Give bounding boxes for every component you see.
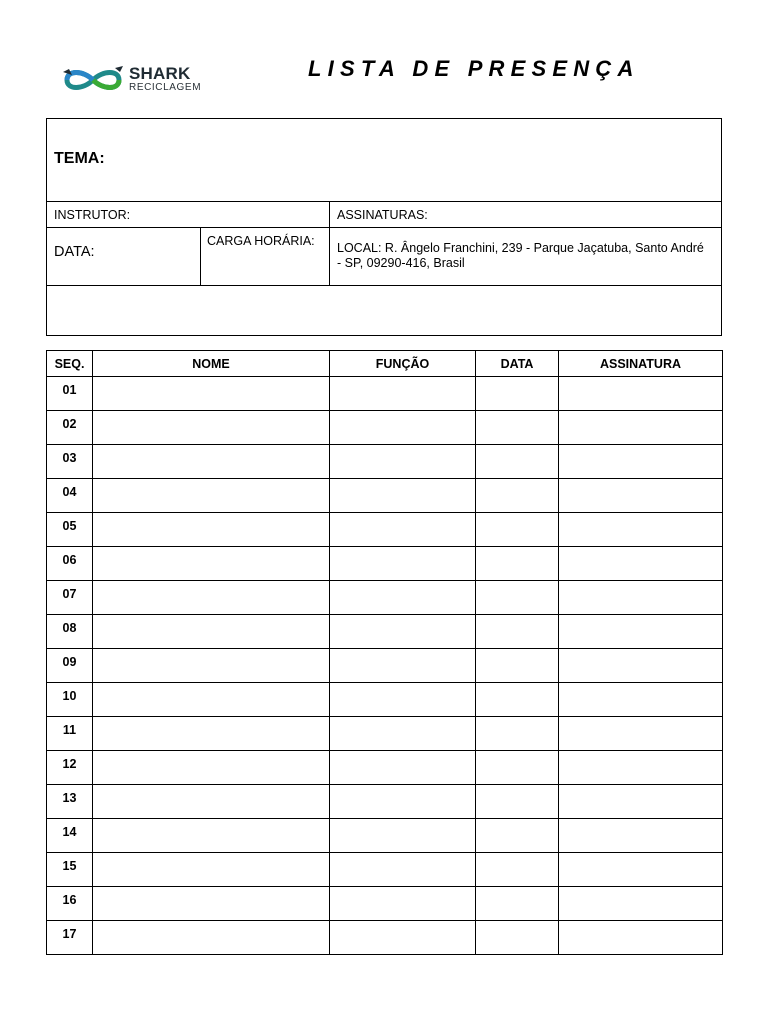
data-cell[interactable] <box>476 615 559 649</box>
column-header-seq: SEQ. <box>47 351 93 377</box>
assinatura-cell[interactable] <box>559 819 723 853</box>
data-cell[interactable] <box>476 751 559 785</box>
row-seq-number: 01 <box>47 377 93 411</box>
funcao-cell[interactable] <box>330 683 476 717</box>
table-row <box>47 683 723 717</box>
table-row <box>47 547 723 581</box>
funcao-cell[interactable] <box>330 445 476 479</box>
table-row <box>47 853 723 887</box>
nome-cell[interactable] <box>93 445 330 479</box>
column-header-nome: NOME <box>93 351 330 377</box>
nome-cell[interactable] <box>93 819 330 853</box>
attendance-table <box>46 350 723 955</box>
nome-cell[interactable] <box>93 377 330 411</box>
nome-cell[interactable] <box>93 581 330 615</box>
data-cell[interactable] <box>476 853 559 887</box>
assinatura-cell[interactable] <box>559 377 723 411</box>
assinatura-cell[interactable] <box>559 751 723 785</box>
funcao-cell[interactable] <box>330 751 476 785</box>
assinatura-cell[interactable] <box>559 615 723 649</box>
column-header-assinatura: ASSINATURA <box>559 351 723 377</box>
data-cell[interactable] <box>476 513 559 547</box>
data-cell[interactable] <box>476 479 559 513</box>
nome-cell[interactable] <box>93 683 330 717</box>
data-cell[interactable] <box>476 547 559 581</box>
table-row <box>47 921 723 955</box>
nome-cell[interactable] <box>93 411 330 445</box>
data-cell[interactable] <box>476 683 559 717</box>
table-row <box>47 649 723 683</box>
row-seq-number: 17 <box>47 921 93 955</box>
table-row <box>47 479 723 513</box>
data-cell[interactable] <box>476 819 559 853</box>
row-seq-number: 05 <box>47 513 93 547</box>
nome-cell[interactable] <box>93 887 330 921</box>
divider <box>200 227 201 285</box>
assinatura-cell[interactable] <box>559 785 723 819</box>
funcao-cell[interactable] <box>330 649 476 683</box>
logo-name: SHARK <box>129 64 191 83</box>
funcao-cell[interactable] <box>330 615 476 649</box>
data-cell[interactable] <box>476 785 559 819</box>
assinatura-cell[interactable] <box>559 411 723 445</box>
funcao-cell[interactable] <box>330 853 476 887</box>
funcao-cell[interactable] <box>330 717 476 751</box>
table-row <box>47 513 723 547</box>
row-seq-number: 10 <box>47 683 93 717</box>
funcao-cell[interactable] <box>330 479 476 513</box>
nome-cell[interactable] <box>93 853 330 887</box>
row-seq-number: 03 <box>47 445 93 479</box>
data-cell[interactable] <box>476 887 559 921</box>
assinatura-cell[interactable] <box>559 547 723 581</box>
column-header-data: DATA <box>476 351 559 377</box>
funcao-cell[interactable] <box>330 411 476 445</box>
company-logo <box>63 62 203 98</box>
divider <box>329 201 330 285</box>
assinatura-cell[interactable] <box>559 853 723 887</box>
nome-cell[interactable] <box>93 547 330 581</box>
row-seq-number: 16 <box>47 887 93 921</box>
assinatura-cell[interactable] <box>559 513 723 547</box>
funcao-cell[interactable] <box>330 513 476 547</box>
row-seq-number: 12 <box>47 751 93 785</box>
nome-cell[interactable] <box>93 649 330 683</box>
assinatura-cell[interactable] <box>559 581 723 615</box>
carga-horaria-label: CARGA HORÁRIA: <box>207 234 315 248</box>
row-seq-number: 09 <box>47 649 93 683</box>
nome-cell[interactable] <box>93 921 330 955</box>
table-row <box>47 615 723 649</box>
assinatura-cell[interactable] <box>559 921 723 955</box>
table-row <box>47 717 723 751</box>
nome-cell[interactable] <box>93 513 330 547</box>
row-seq-number: 08 <box>47 615 93 649</box>
column-header-funcao: FUNÇÃO <box>330 351 476 377</box>
row-seq-number: 02 <box>47 411 93 445</box>
assinaturas-label: ASSINATURAS: <box>337 208 428 222</box>
row-seq-number: 15 <box>47 853 93 887</box>
divider <box>47 227 721 228</box>
assinatura-cell[interactable] <box>559 649 723 683</box>
row-seq-number: 04 <box>47 479 93 513</box>
funcao-cell[interactable] <box>330 785 476 819</box>
funcao-cell[interactable] <box>330 377 476 411</box>
shark-logo-icon <box>63 62 127 98</box>
data-cell[interactable] <box>476 377 559 411</box>
assinatura-cell[interactable] <box>559 717 723 751</box>
table-header-row <box>47 351 723 377</box>
table-row <box>47 445 723 479</box>
funcao-cell[interactable] <box>330 921 476 955</box>
table-row <box>47 887 723 921</box>
nome-cell[interactable] <box>93 717 330 751</box>
divider <box>47 201 721 202</box>
data-cell[interactable] <box>476 717 559 751</box>
funcao-cell[interactable] <box>330 819 476 853</box>
funcao-cell[interactable] <box>330 581 476 615</box>
local-address: LOCAL: R. Ângelo Franchini, 239 - Parque Jaçatuba, Santo André - SP, 09290-416, Brasil <box>337 241 704 270</box>
assinatura-cell[interactable] <box>559 445 723 479</box>
data-cell[interactable] <box>476 921 559 955</box>
table-row <box>47 411 723 445</box>
assinatura-cell[interactable] <box>559 683 723 717</box>
data-cell[interactable] <box>476 649 559 683</box>
nome-cell[interactable] <box>93 751 330 785</box>
funcao-cell[interactable] <box>330 547 476 581</box>
table-row <box>47 785 723 819</box>
table-row <box>47 377 723 411</box>
funcao-cell[interactable] <box>330 887 476 921</box>
table-row <box>47 819 723 853</box>
data-cell[interactable] <box>476 581 559 615</box>
table-row <box>47 581 723 615</box>
nome-cell[interactable] <box>93 785 330 819</box>
row-seq-number: 13 <box>47 785 93 819</box>
info-box <box>46 118 722 336</box>
logo-subtitle: RECICLAGEM <box>129 82 202 93</box>
assinatura-cell[interactable] <box>559 887 723 921</box>
tema-label: TEMA: <box>54 150 105 167</box>
data-label: DATA: <box>54 244 95 260</box>
row-seq-number: 07 <box>47 581 93 615</box>
row-seq-number: 11 <box>47 717 93 751</box>
row-seq-number: 14 <box>47 819 93 853</box>
instrutor-label: INSTRUTOR: <box>54 208 131 222</box>
divider <box>47 285 721 286</box>
row-seq-number: 06 <box>47 547 93 581</box>
document-title: LISTA DE PRESENÇA <box>308 56 640 81</box>
nome-cell[interactable] <box>93 479 330 513</box>
data-cell[interactable] <box>476 411 559 445</box>
assinatura-cell[interactable] <box>559 479 723 513</box>
data-cell[interactable] <box>476 445 559 479</box>
nome-cell[interactable] <box>93 615 330 649</box>
table-row <box>47 751 723 785</box>
